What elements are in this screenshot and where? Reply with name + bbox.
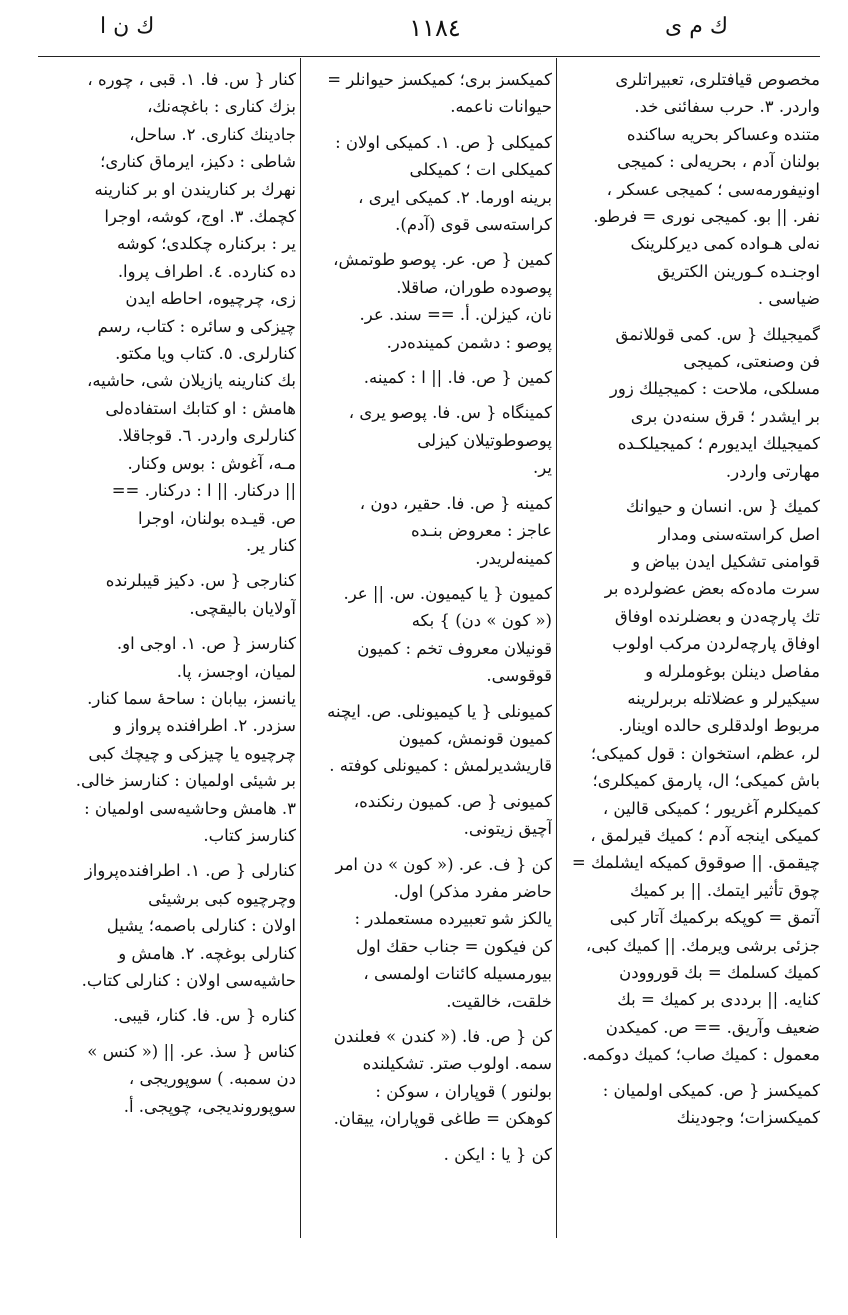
text-line: کمین { ص. فا. || ا : کمینه. [363, 368, 552, 388]
page-number: ١١٨٤ [409, 14, 461, 42]
entry-separator [38, 559, 296, 567]
entry-separator [306, 238, 552, 246]
column-left [38, 66, 296, 1236]
text-line: سزدر. ٢. اطرافنده پرواز و [113, 716, 296, 736]
text-line: دن سمبه. ) سوپوریجی ، [128, 1069, 296, 1089]
text-line: چرچیوه یا چیزکی و چیچك کبی [88, 743, 296, 763]
text-line: کمینگاه { س. فا. پوصو یری ، [348, 403, 552, 423]
text-line: کمیکی اینجه آدم ؛ کمیك قیرلمق ، [590, 825, 820, 845]
text-line: یر : برکناره چکلدی؛ کوشه [116, 234, 296, 254]
text-line: کمین { ص. عر. پوصو طوتمش، [333, 250, 552, 270]
text-line: || درکنار. || ا : درکنار. == [111, 481, 296, 501]
text-line: چیقمق. || صوقوق کمیکه ایشلمك = [571, 853, 820, 873]
text-line: پوصوده طوران، صاقلا. [396, 277, 552, 297]
entry-separator [306, 780, 552, 788]
text-line: اوجنـده کـورینن الکتریق [657, 261, 820, 281]
text-line: مسلکی، ملاحت : کمیجیلك زور [609, 379, 820, 399]
entry-separator [306, 482, 552, 490]
entry-separator [562, 485, 820, 493]
text-line: زی، چرچیوه، احاطه ایدن [125, 289, 296, 309]
text-line: اولان : کنارلی باصمه؛ یشیل [106, 916, 296, 936]
text-line: کنارلری واردر. ٦. قوجاقلا. [117, 426, 296, 446]
text-line: نان، کیزلن. أ. == سند. عر. [359, 305, 552, 325]
text-line: کمیکلی ات ؛ کمیکلی [409, 160, 552, 180]
text-line: لمیان، اوجسز، پا. [176, 661, 296, 681]
text-line: کمیکلرم آغریور ؛ کمیکی قالین ، [602, 798, 820, 818]
text-line: ضعیف وآریق. == ص. کمیکدن [605, 1017, 820, 1037]
column-divider-right [556, 58, 557, 1238]
text-line: شاطی : دکیز، ایرماق کناری؛ [100, 152, 296, 172]
text-line: باش کمیکی؛ ال، پارمق کمیکلری؛ [592, 771, 820, 791]
text-line: لر، عظم، استخوان : قول کمیکی؛ [590, 743, 820, 763]
text-line: واردر. ٣. حرب سفائنی خد. [634, 97, 820, 117]
text-line: هامش : او کتابك استفاده‌لی [105, 398, 296, 418]
text-line: کنارلری. ٥. کتاب ویا مکتو. [115, 344, 296, 364]
text-line: کمینه‌لریدر. [475, 548, 552, 568]
text-line: بر شیئی اولمیان : کنارسز خالی. [75, 771, 296, 791]
text-line: مفاصل دینلن بوغوملرله و [645, 661, 820, 681]
header-rule [38, 56, 820, 57]
text-line: حاضر مفرد مذکر) اول. [393, 881, 552, 901]
header-letters-right: ك م ی [665, 14, 728, 39]
text-line: بیورمسیله کائنات اولمسی ، [363, 964, 552, 984]
text-line: قوامنی تشکیل ایدن بیاض و [632, 551, 820, 571]
text-line: معمول : کمیك صاب؛ کمیك دوکمه. [582, 1045, 820, 1065]
entry-separator [306, 121, 552, 129]
text-line: کناس { سذ. عر. || (« کنس » [87, 1041, 296, 1061]
header-letters-left: ك ن ا [100, 14, 155, 39]
text-line: وچرچیوه کبی برشیئی [148, 888, 296, 908]
text-line: مهارتی واردر. [725, 461, 820, 481]
text-line: کوهکن = طاغی قوپاران، ییقان. [333, 1109, 552, 1129]
entry-separator [306, 572, 552, 580]
text-line: کمیکسز { ص. کمیکی اولمیان : [602, 1080, 820, 1100]
text-line: کمیکسزات؛ وجودینك [676, 1108, 820, 1128]
text-line: کمیونی { ص. کمیون رنکنده، [353, 791, 552, 811]
text-line: خلقت، خالقیت. [446, 991, 552, 1011]
text-line: فن وصنعتی، کمیجی [683, 352, 820, 372]
text-line: ص. قیـده بولنان، اوجرا [138, 508, 296, 528]
text-line: ده کنارده. ٤. اطراف پروا. [117, 261, 296, 281]
text-line: کن { ص. فا. (« کندن » فعلندن [333, 1027, 552, 1046]
text-line: نهرك بر کناریندن او بر کنارینه [94, 179, 296, 199]
text-line: حاشیه‌سی اولان : کنارلی کتاب. [81, 971, 296, 990]
text-line: متنده وعساکر بحریه ساکنده [626, 124, 820, 144]
entry-separator [38, 622, 296, 630]
text-line: کنار یر. [245, 535, 296, 555]
entry-separator [38, 849, 296, 857]
text-line: جزئی برشی ویرمك. || کمیك کبی، [585, 935, 820, 955]
text-line: تك پارچه‌دن و بعضلرنده اوفاق [614, 606, 820, 626]
text-line: چوق تأثیر ایتمك. || بر کمیك [630, 880, 820, 900]
text-line: سرت ماده‌که بعض عضولرده بر [604, 579, 820, 599]
text-line: بولنان آدم ، بحریه‌لی : کمیجی [617, 152, 820, 172]
text-line: کن { ف. عر. (« کون » دن امر [335, 854, 552, 874]
text-line: سیکیرلر و عضلاتله بربرلرینه [627, 688, 820, 708]
text-line: بولنور ) قوپاران ، سوکن : [375, 1081, 552, 1101]
text-line: اصل کراسته‌سنی ومدار [658, 524, 820, 544]
text-line: کمیکلی { ص. ١. کمیکی اولان : [335, 132, 552, 152]
text-line: آچیق زیتونی. [463, 819, 552, 839]
text-line: برینه اورما. ٢. کمیکی ایری ، [358, 187, 552, 207]
text-line: نفر. || بو. کمیجی نوری = فرطو. [593, 207, 820, 227]
text-line: قوقوسی. [486, 666, 552, 686]
text-line: کنارجی { س. دکیز قیبلرنده [105, 571, 296, 591]
text-line: بك کنارینه یازیلان شی، حاشیه، [87, 371, 296, 391]
text-line: کنایه. || برددی بر کمیك = بك [617, 990, 820, 1010]
text-line: پوصوطوتیلان کیزلی [417, 430, 552, 450]
text-line: کمیکسز بری؛ کمیکسز حیوانلر = [327, 70, 552, 89]
text-line: نه‌لی هـواده کمی دیرکلرینک [630, 234, 820, 254]
text-line: گمیجیلك { س. کمی قوللانمق [615, 324, 820, 344]
text-line: کمیك { س. انسان و حیوانك [625, 497, 820, 517]
text-line: آولایان بالیقچی. [189, 598, 296, 618]
text-line: جادینك کناری. ٢. ساحل، [129, 124, 296, 144]
column-divider-left [300, 58, 301, 1238]
text-line: کمیجیلك ایدیورم ؛ کمیجیلکـده [617, 434, 820, 454]
column-middle [306, 66, 552, 1236]
entry-separator [562, 1069, 820, 1077]
text-line: یر. [533, 458, 552, 478]
text-line: چیزکی و سائره : کتاب، رسم [97, 316, 296, 336]
text-line: کنارلی بوغچه. ٢. هامش و [118, 943, 296, 963]
entry-separator [38, 1030, 296, 1038]
text-line: عاجز : معروض بنـده‌ [411, 521, 552, 541]
text-line: مخصوص قیافتلری، تعبیراتلری [615, 70, 820, 89]
text-line: کنارلی { ص. ١. اطرافنده‌پرواز [84, 861, 296, 881]
entry-separator [306, 690, 552, 698]
text-line: یالکز شو تعبیرده مستعملدر : [354, 909, 552, 929]
text-line: ضیاسی . [757, 289, 820, 309]
text-line: کنارسز کتاب. [203, 825, 296, 845]
text-line: کمیون قونمش، کمیون [398, 728, 552, 748]
entry-separator [306, 356, 552, 364]
entry-separator [38, 994, 296, 1002]
text-line: کمینه { ص. فا. حقیر، دون ، [359, 493, 552, 513]
text-line: کمیك کسلمك = بك قوروودن [619, 963, 820, 982]
text-line: بر ایشدر ؛ قرق سنه‌دن بری [630, 406, 820, 426]
text-line: قونیلان معروف تخم : کمیون [357, 638, 552, 658]
text-line: کنارسز { ص. ١. اوجی او. [116, 634, 296, 654]
text-line: کنار { س. فا. ١. قبی ، چوره ، [87, 70, 296, 89]
text-line: یانسز، بیابان : ساحهٔ سما کنار. [87, 688, 296, 708]
entry-separator [306, 1133, 552, 1141]
text-line: کناره { س. فا. کنار، قیبی. [113, 1006, 296, 1026]
entry-separator [562, 313, 820, 321]
entry-separator [306, 1015, 552, 1023]
text-line: کن { یا : ایکن . [443, 1144, 552, 1164]
text-line: کن فیکون = جناب حقك اول [356, 936, 552, 956]
text-line: اونیفورمه‌سی ؛ کمیجی عسکر ، [606, 179, 820, 199]
text-line: مربوط اولدقلری حالده اوینار. [618, 716, 820, 736]
text-line: بزك كناری : باغچه‌نك، [147, 97, 296, 117]
text-line: (« کون » دن) } بکه [411, 611, 552, 631]
text-line: کمیون { یا کیمیون. س. || عر. [343, 583, 552, 603]
text-line: سوپوروندیجی، چوپجی. أ. [123, 1096, 296, 1116]
text-line: مـه، آغوش : بوس وکنار. [127, 453, 296, 473]
text-line: کمیونلی { یا کیمیونلی. ص. ایچنه [327, 701, 552, 721]
text-line: ٣. هامش وحاشیه‌سی اولمیان : [84, 798, 296, 818]
text-line: سمه. اولوب صتر. تشکیلنده [362, 1054, 552, 1074]
entry-separator [306, 391, 552, 399]
text-line: کراسته‌سی قوی (آدم). [395, 215, 552, 235]
text-line: حیوانات ناعمه. [450, 97, 552, 117]
column-right [562, 66, 820, 1236]
text-line: اوفاق پارچه‌لردن مرکب اولوب [612, 634, 820, 654]
text-line: کچمك. ٣. اوج، کوشه، اوجرا [104, 207, 296, 227]
text-line: قاریشدیرلمش : کمیونلی کوفته . [329, 756, 552, 776]
entry-separator [306, 843, 552, 851]
text-line: پوصو : دشمن کمینده‌در. [386, 332, 552, 352]
text-line: آتمق = کوپکه برکمیك آتار کبی [609, 908, 820, 928]
